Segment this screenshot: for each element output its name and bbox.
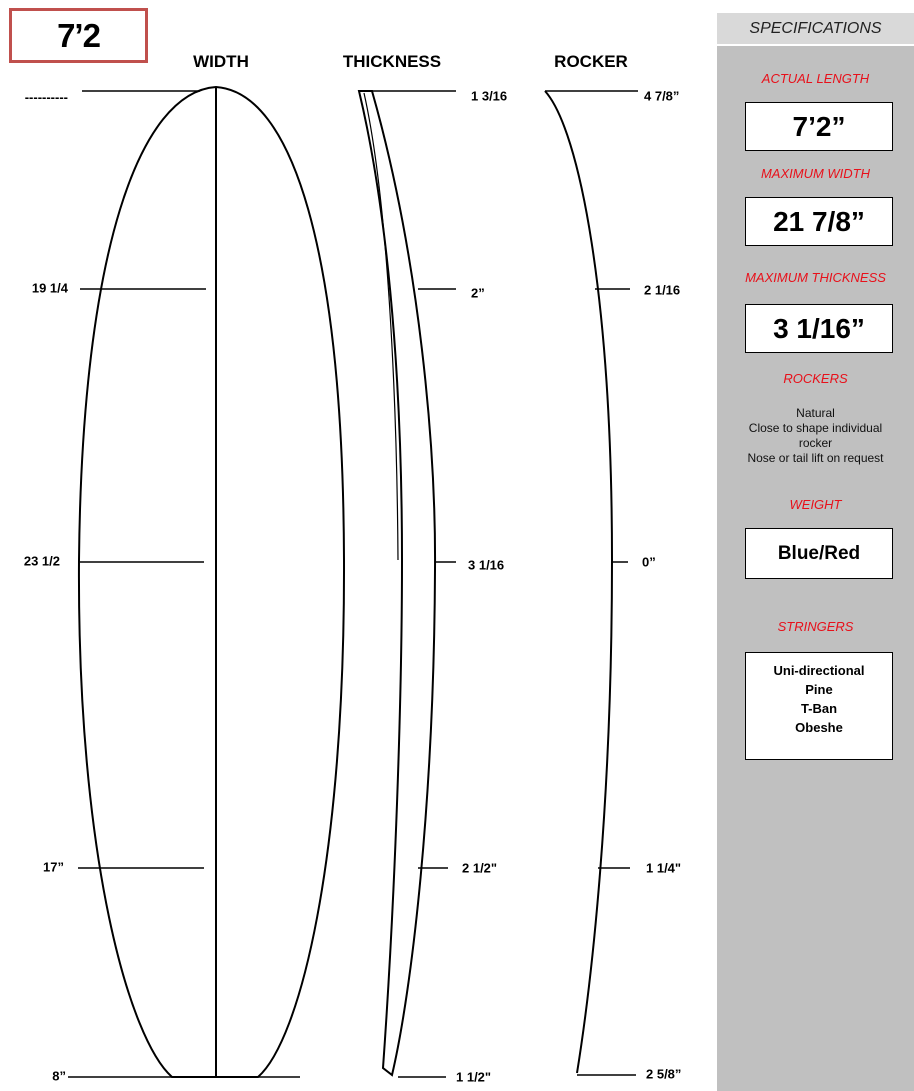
stringer-item: T-Ban — [800, 701, 838, 716]
rockers-line: rocker — [798, 436, 833, 450]
max-width-value: 21 7/8” — [773, 205, 865, 237]
stringers-box — [745, 652, 893, 760]
thickness-measure-tail: 1 1/2" — [456, 1069, 492, 1085]
rockers-label: ROCKERS — [783, 371, 848, 386]
max-thickness-value: 3 1/16” — [773, 312, 865, 344]
max-thickness-label: MAXIMUM THICKNESS — [745, 270, 886, 285]
actual-length-label: ACTUAL LENGTH — [761, 71, 870, 86]
rocker-measure-tail: 2 5/8” — [646, 1066, 682, 1082]
thickness-outline — [359, 91, 456, 1077]
specifications-title: SPECIFICATIONS — [717, 13, 914, 46]
width-measure-1: 19 1/4 — [31, 280, 68, 296]
thickness-measure-3: 2 1/2" — [462, 860, 498, 876]
stringers-label: STRINGERS — [777, 619, 854, 634]
width-measure-tail: 8” — [52, 1068, 66, 1084]
specifications-panel — [717, 13, 914, 1091]
weight-label: WEIGHT — [789, 497, 842, 512]
rocker-measure-1: 2 1/16 — [644, 282, 681, 298]
rocker-heading: ROCKER — [554, 52, 628, 71]
width-heading: WIDTH — [193, 52, 249, 71]
width-measure-3: 17” — [43, 859, 64, 875]
max-width-box — [745, 197, 893, 246]
actual-length-value: 7’2” — [792, 110, 846, 142]
stringer-item: Obeshe — [795, 720, 843, 735]
width-outline — [68, 87, 344, 1077]
width-measure-nose: ---------- — [24, 89, 68, 105]
rockers-line: Close to shape individual — [748, 421, 883, 435]
weight-box — [745, 528, 893, 579]
rockers-line: Nose or tail lift on request — [747, 451, 884, 465]
weight-value: Blue/Red — [777, 542, 861, 564]
actual-length-box — [745, 102, 893, 151]
rocker-measure-middle: 0” — [642, 554, 656, 570]
thickness-heading: THICKNESS — [342, 52, 442, 71]
stringer-item: Uni-directional — [773, 663, 865, 678]
width-measure-middle: 23 1/2 — [23, 553, 60, 569]
rockers-description — [717, 406, 914, 466]
board-size-text: 7’2 — [57, 16, 100, 54]
rockers-line: Natural — [796, 406, 835, 420]
max-thickness-box — [745, 304, 893, 353]
thickness-measure-middle: 3 1/16 — [468, 557, 505, 573]
rocker-measure-3: 1 1/4" — [646, 860, 682, 876]
thickness-measure-1: 2” — [471, 285, 485, 301]
rocker-outline — [545, 91, 638, 1075]
max-width-label: MAXIMUM WIDTH — [760, 166, 871, 181]
rocker-measure-nose: 4 7/8” — [644, 88, 680, 104]
stringer-item: Pine — [805, 682, 833, 697]
thickness-measure-nose: 1 3/16 — [471, 88, 508, 104]
